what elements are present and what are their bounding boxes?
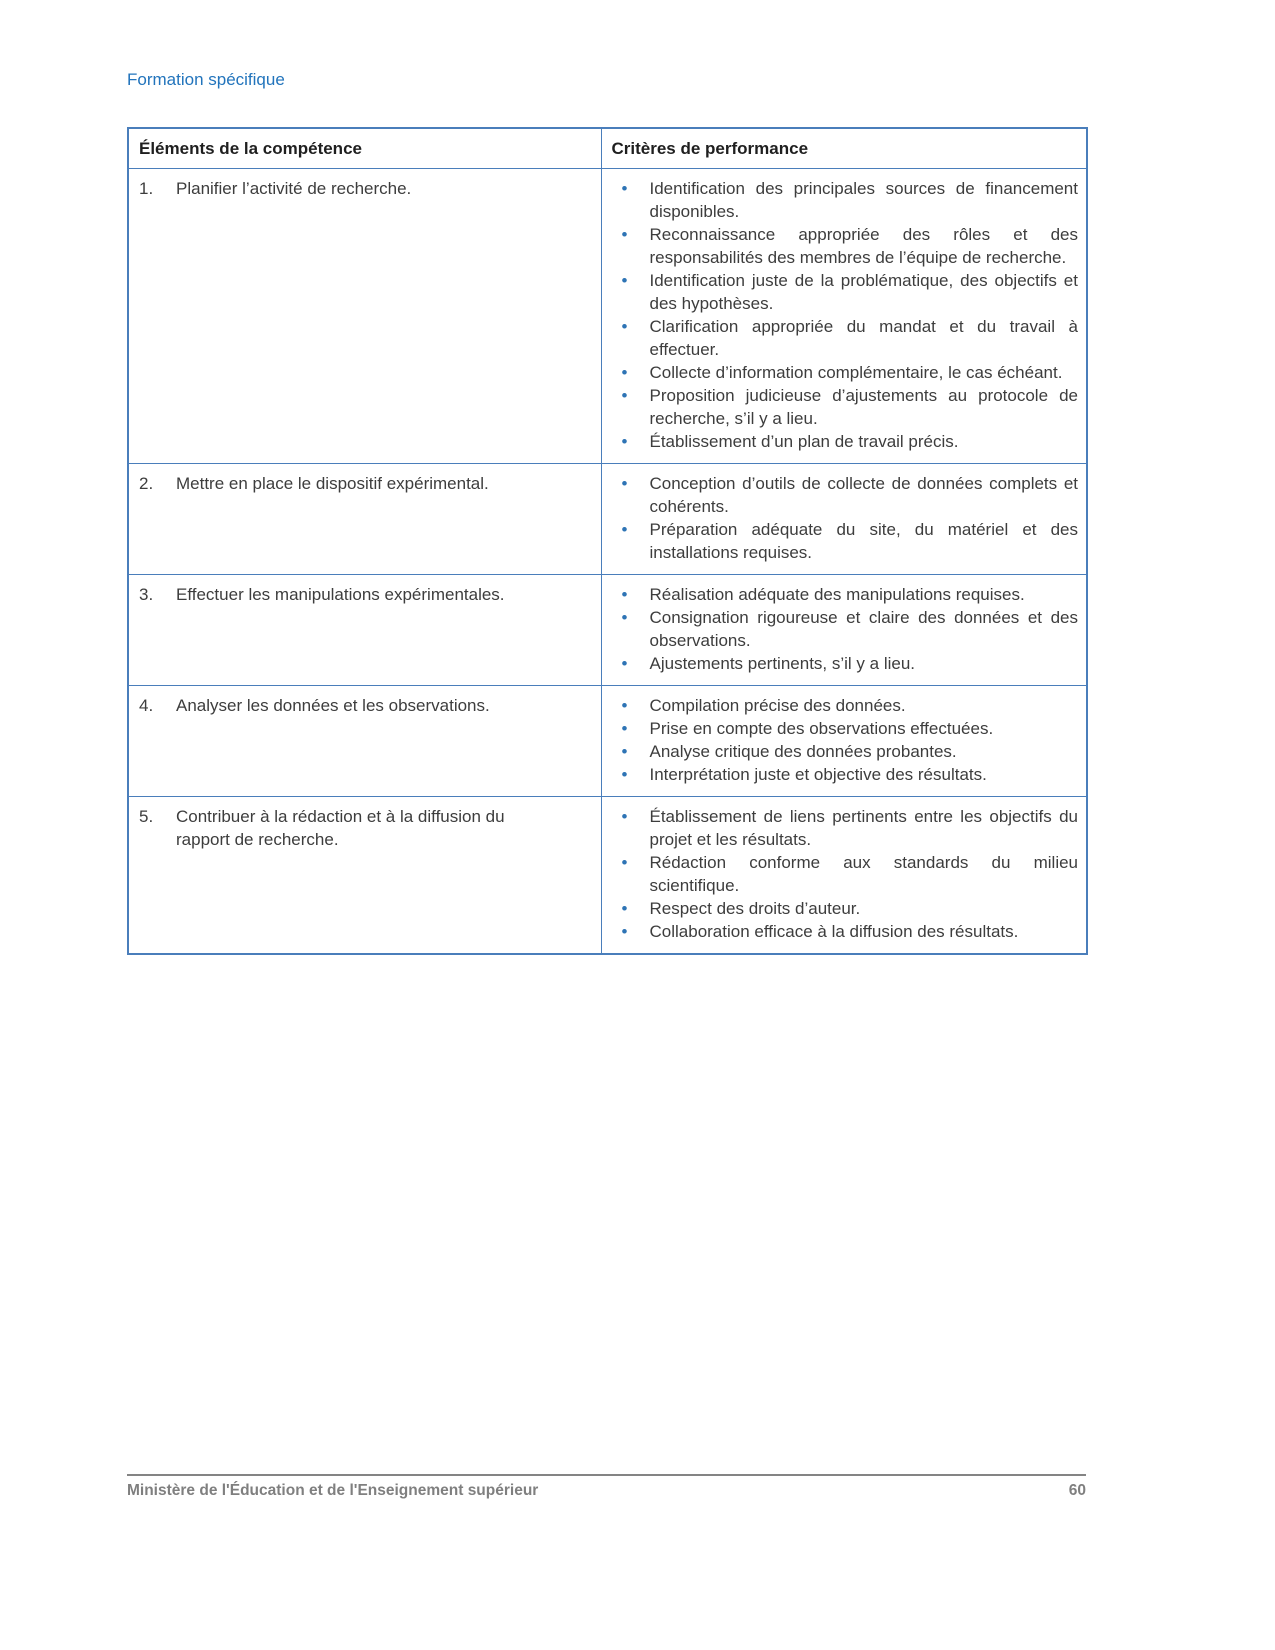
criteria-cell (601, 169, 1087, 464)
element-text: Effectuer les manipulations expérimentales. (176, 585, 505, 604)
criterion-item: • Collaboration efficace à la diffusion des résultats. (616, 920, 1081, 943)
criterion-item: • Clarification appropriée du mandat et du travail à effectuer. (616, 315, 1081, 361)
criterion-item: • Proposition judicieuse d’ajustements au protocole de recherche, s’il y a lieu. (616, 384, 1081, 430)
criterion-item: • Identification juste de la problématique, des objectifs et des hypothèses. (616, 269, 1081, 315)
element-cell (128, 797, 601, 955)
criterion-item: • Réalisation adéquate des manipulations requises. (616, 583, 1081, 606)
criteria-list (616, 694, 1081, 786)
table-row (128, 464, 1087, 575)
footer-ministry-label: Ministère de l'Éducation et de l'Enseignement supérieur (127, 1482, 539, 1499)
criteria-list (616, 805, 1081, 943)
criterion-item: • Rédaction conforme aux standards du milieu scientifique. (616, 851, 1081, 897)
table-row (128, 686, 1087, 797)
column-header-criteres: Critères de performance (601, 128, 1087, 169)
page-footer (127, 1474, 1086, 1500)
criterion-item: • Interprétation juste et objective des résultats. (616, 763, 1081, 786)
element-cell (128, 686, 601, 797)
element-text: Planifier l’activité de recherche. (176, 179, 412, 198)
element-cell (128, 169, 601, 464)
element-number: 1. (139, 179, 154, 198)
element-text: Mettre en place le dispositif expérimental. (176, 474, 489, 493)
criterion-item: • Préparation adéquate du site, du matériel et des installations requises. (616, 518, 1081, 564)
criteria-list (616, 583, 1081, 675)
criterion-item: • Identification des principales sources de financement disponibles. (616, 177, 1081, 223)
element-cell (128, 575, 601, 686)
competence-table (127, 127, 1088, 955)
table-row (128, 575, 1087, 686)
criteria-list (616, 177, 1081, 453)
criterion-item: • Respect des droits d’auteur. (616, 897, 1081, 920)
criterion-item: • Reconnaissance appropriée des rôles et des responsabilités des membres de l’équipe de recherche. (616, 223, 1081, 269)
element-number: 3. (139, 585, 154, 604)
table-header-row (128, 128, 1087, 169)
criterion-item: • Prise en compte des observations effectuées. (616, 717, 1081, 740)
element-number: 5. (139, 807, 154, 826)
criteria-list (616, 472, 1081, 564)
criterion-item: • Collecte d’information complémentaire, le cas échéant. (616, 361, 1081, 384)
element-cell (128, 464, 601, 575)
criteria-cell (601, 797, 1087, 955)
criterion-item: • Analyse critique des données probantes. (616, 740, 1081, 763)
criteria-cell (601, 464, 1087, 575)
criterion-item: • Établissement de liens pertinents entre les objectifs du projet et les résultats. (616, 805, 1081, 851)
element-number: 2. (139, 474, 154, 493)
criterion-item: • Consignation rigoureuse et claire des données et des observations. (616, 606, 1081, 652)
column-header-elements: Éléments de la compétence (128, 128, 601, 169)
criterion-item: • Compilation précise des données. (616, 694, 1081, 717)
element-text: Contribuer à la rédaction et à la diffusion du rapport de recherche. (176, 807, 505, 849)
criterion-item: • Conception d’outils de collecte de données complets et cohérents. (616, 472, 1081, 518)
table-row (128, 169, 1087, 464)
section-header: Formation spécifique (127, 70, 285, 89)
criterion-item: • Établissement d’un plan de travail précis. (616, 430, 1081, 453)
criteria-cell (601, 575, 1087, 686)
element-text: Analyser les données et les observations. (176, 696, 490, 715)
page-number: 60 (1068, 1482, 1086, 1499)
criterion-item: • Ajustements pertinents, s’il y a lieu. (616, 652, 1081, 675)
element-number: 4. (139, 696, 154, 715)
criteria-cell (601, 686, 1087, 797)
table-row (128, 797, 1087, 955)
